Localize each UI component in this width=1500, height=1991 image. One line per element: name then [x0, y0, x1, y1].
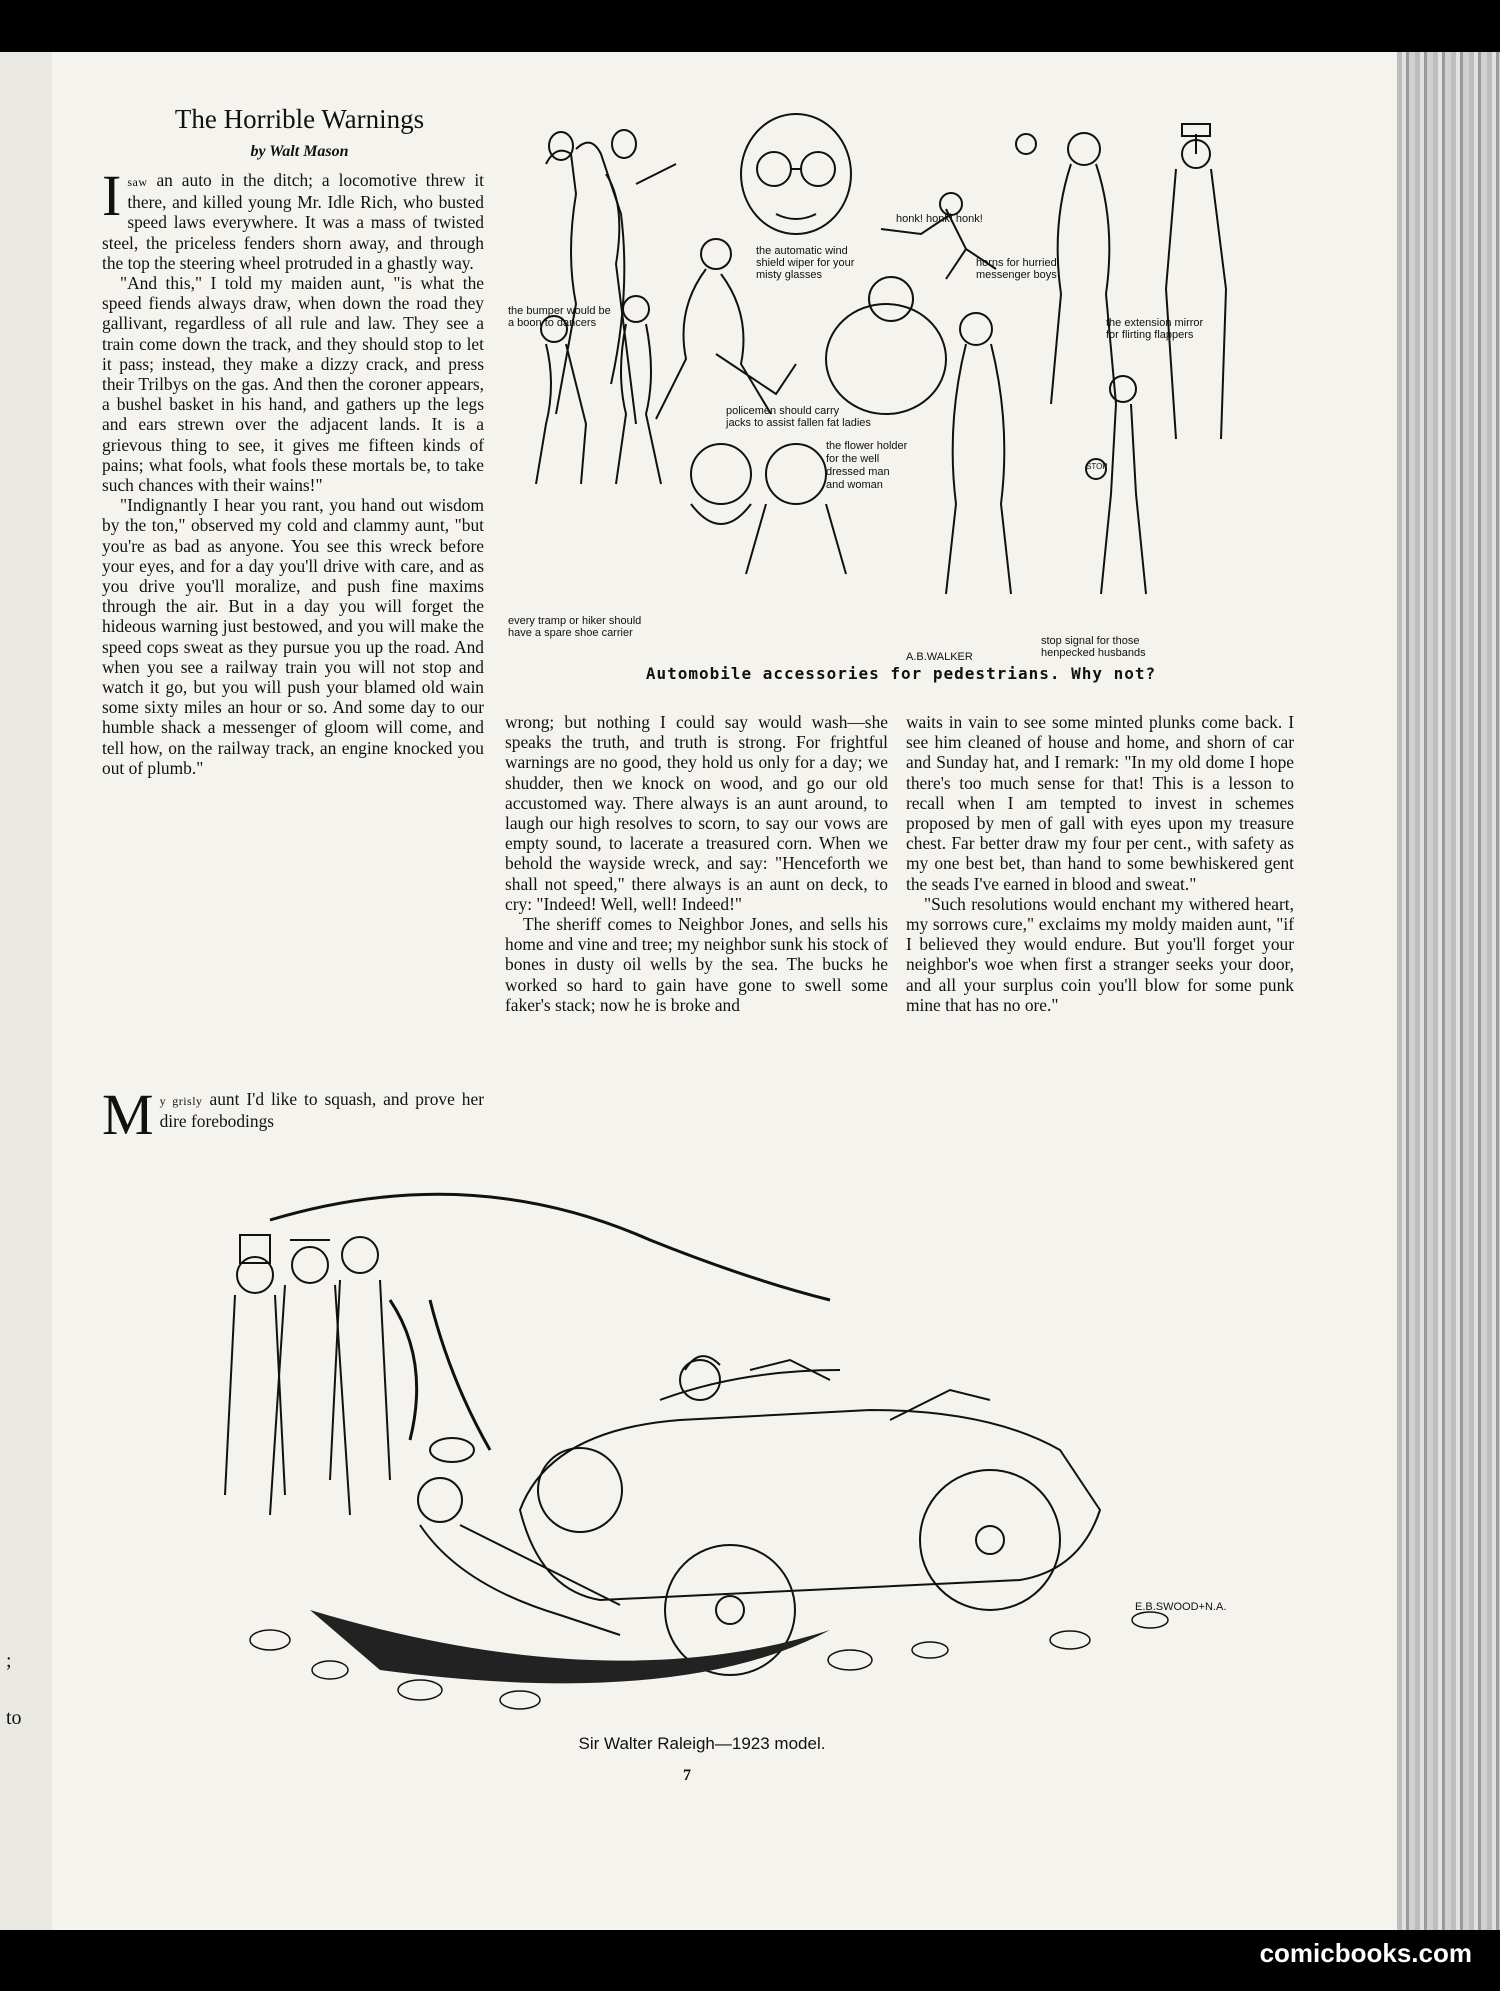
policeman-figure — [656, 269, 796, 419]
henpecked-husband-figure — [1101, 404, 1146, 594]
roadster-car — [520, 1360, 1100, 1675]
tree-canopy — [270, 1194, 830, 1300]
paragraph — [102, 163, 484, 273]
illustration-caption: Sir Walter Raleigh—1923 model. — [578, 1734, 826, 1753]
fallen-gentleman — [418, 1438, 620, 1635]
cartoon-label-line: the automatic wind — [756, 245, 848, 257]
cartoon-label-line: stop signal for those — [1041, 635, 1140, 647]
paragraph-text: aunt I'd like to squash, and prove her dire forebodings — [159, 1089, 484, 1132]
flapper-figure — [1051, 164, 1116, 404]
ground-shadow — [310, 1610, 830, 1683]
cartoon-label-line: for flirting flappers — [1106, 329, 1194, 341]
cartoon-label-line: policemen should carry — [726, 405, 840, 417]
article-title: The Horrible Warnings — [174, 104, 425, 134]
book-spine — [1397, 52, 1500, 1930]
cartoon-label-line: shield wiper for your — [756, 257, 855, 269]
cartoon-illustration — [506, 104, 1296, 664]
car-illustration — [190, 1180, 1280, 1740]
site-watermark: comicbooks.com — [1259, 1938, 1472, 1968]
page-number: 7 — [683, 1767, 691, 1784]
flower-man-figure — [746, 504, 846, 574]
onlookers-group — [225, 1235, 390, 1515]
cartoon-label-line: every tramp or hiker should — [508, 615, 642, 627]
cartoon-label-line: jacks to assist fallen fat ladies — [726, 417, 871, 429]
cartoon-label-line: misty glasses — [756, 269, 823, 281]
small-caps-text: y grisly — [159, 1094, 203, 1108]
text-column-3 — [906, 712, 1294, 1015]
stop-sign-text: STOP — [1086, 462, 1108, 471]
cartoon-label-line: a boon to dancers — [508, 317, 597, 329]
text-column-1-end — [102, 1082, 484, 1147]
cartoon-caption: Automobile accessories for pedestrians. Why not? — [645, 664, 1157, 683]
illustration-signature: E.B.SWOOD+N.A. — [1135, 1601, 1227, 1613]
spare-tire — [538, 1448, 622, 1532]
paragraph: wrong; but nothing I could say would wash—she speaks the truth, and truth is strong. For frightful warnings are no good, they hold us only for a day; we shudder, then we knock on wood, and go our old accustomed way. There always is an aunt around, to laugh our high resolves to scorn, to say our vows are empty sound, to lacerate a treasured corn. When we behold the wayside wreck, and say: "Henceforth we shall not speed," there always is an aunt on deck, to cry: "Indeed! Well, well! Indeed!" — [505, 712, 888, 914]
cartoon-label-line: the bumper would be — [508, 305, 611, 317]
cartoon-label-line: horns for hurried — [976, 257, 1057, 269]
hiker-figure — [616, 324, 661, 484]
small-caps-text: saw — [127, 175, 148, 189]
cartoon-label-line: messenger boys — [976, 269, 1057, 281]
edge-text-fragment: to — [6, 1707, 22, 1729]
dancers-figure — [546, 143, 624, 414]
cartoon-label-line: the flower holder — [826, 440, 908, 452]
mirror-flapper-figure — [946, 344, 1011, 594]
cartoon-label-line: henpecked husbands — [1041, 647, 1146, 659]
cartoon-label-line: dressed man — [826, 466, 890, 478]
paragraph: waits in vain to see some minted plunks come back. I see him cleaned of house and home, and shorn of car and Sunday hat, and I remark: "In my old dome I hope there's too much sense for that! This is a lesson to recall when I am tempted to invest in schemes proposed by men of gall with eyes upon my treasure chest. Far better draw my four per cent., with safety as my one best bet, than hand to some bewhiskered gent the seads I've earned in blood and sweat." — [906, 712, 1294, 894]
drop-cap: I — [102, 163, 122, 228]
edge-text-fragment: ; — [6, 1650, 12, 1672]
paragraph — [102, 1082, 484, 1147]
cartoon-label-line: for the well — [826, 453, 880, 465]
drop-cap: M — [102, 1082, 154, 1147]
rear-wheel — [920, 1470, 1060, 1610]
tree-trunk — [390, 1300, 490, 1450]
cartoon-label-line: and woman — [826, 479, 883, 491]
text-column-1 — [102, 163, 484, 778]
article-byline: by Walt Mason — [250, 143, 349, 160]
text-column-2 — [505, 712, 888, 1015]
dandy-figure — [1166, 134, 1226, 439]
paragraph: "Such resolutions would enchant my withered heart, my sorrows cure," exclaims my moldy maiden aunt, "if I believed they would endure. But you'll forget your neighbor's woe when first a stranger seeks your door, and all your surplus coin you'll blow for some punk mine that has no ore." — [906, 893, 1294, 1015]
paragraph: "And this," I told my maiden aunt, "is what the speed fiends always draw, when down the road they gallivant, regardless of all rule and law. They see a train come down the track, and they should stop to let it pass; instead, they make a dizzy crack, and press their Trilbys on the gas. And then the coroner appears, a bushel basket in his hand, and gathers up the legs and ears strewn over the adjacent lands. It is a grievous thing to see, it gives me fifteen kinds of pains; what fools, what fools these mortals be, to take such chances with their wains!" — [102, 273, 484, 496]
cartoon-label-line: the extension mirror — [1106, 317, 1204, 329]
previous-page-edge — [0, 52, 54, 1930]
paragraph: The sheriff comes to Neighbor Jones, and sells his home and vine and tree; my neighbor sunk his stock of bones in dusty oil wells by the sea. The bucks he worked so hard to gain have gone to swell some faker's stack; now he is broke and — [505, 914, 888, 1015]
cartoon-label-line: honk! honk! honk! — [896, 213, 983, 225]
cartoon-label-line: have a spare shoe carrier — [508, 627, 633, 639]
cartoon-signature: A.B.WALKER — [906, 651, 973, 663]
paragraph-text: an auto in the ditch; a locomotive threw it there, and killed young Mr. Idle Rich, who busted speed laws everywhere. It was a mass of twisted steel, the priceless fenders shorn away, and through the top the steering wheel protruded in a ghastly way. — [102, 170, 484, 273]
flower-woman-figure — [691, 504, 751, 524]
paragraph: "Indignantly I hear you rant, you hand out wisdom by the ton," observed my cold and clammy aunt, "but you're as bad as anyone. You see this wreck before your eyes, and for a day you'll drive with care, and as you drive you'll moralize, and push fine maxims through the air. But in a day you will forget the hideous warning just bestowed, and you will make the speed cops sweat as they pursue you up the road. And when you see a railway train you will not stop and watch it go, but you will push your blamed old wain some sixty miles an hour or so. And some day to our humble shack a messenger of gloom will come, and tell how, on the railway track, an engine knocked you out of plumb." — [102, 495, 484, 778]
tramp-figure — [536, 344, 586, 484]
driver-woman — [680, 1360, 720, 1400]
